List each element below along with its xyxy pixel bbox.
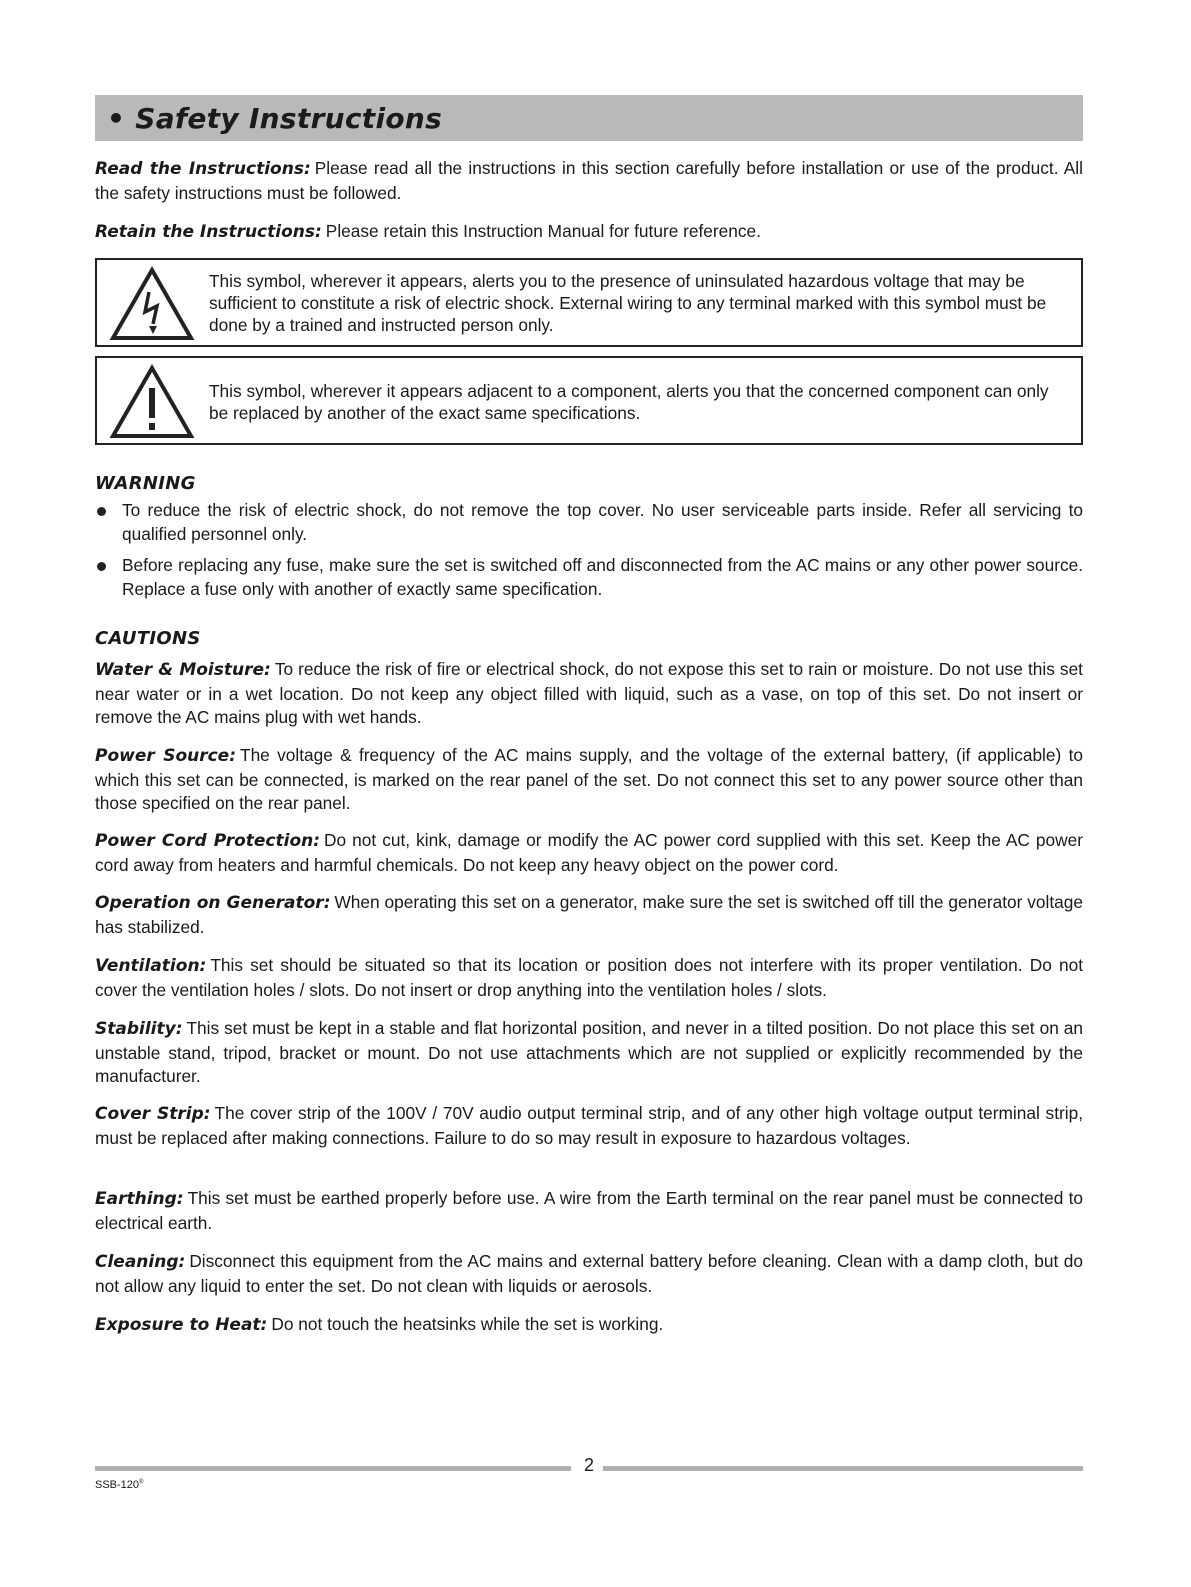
caution-text: This set must be kept in a stable and flat horizontal position, and never in a tilted position. Do not place this set on an unstable stand, tripod, bracket or mount. Do not use attachments which are not supplied or explicitly recommended by the manufacturer. xyxy=(95,1018,1083,1086)
paragraph-lead: Read the Instructions: xyxy=(95,159,311,179)
paragraph-text: Please read all the instructions in this section carefully before installation or use of the product. All the safety instructions must be followed. xyxy=(95,158,1083,203)
caution-lead: Cleaning: xyxy=(95,1252,186,1272)
warning-item-text: To reduce the risk of electric shock, do not remove the top cover. No user serviceable parts inside. Refer all servicing to qualified personnel only. xyxy=(122,500,1083,544)
exclamation-warning-triangle-icon xyxy=(109,364,195,440)
symbol-description: This symbol, wherever it appears, alerts you to the presence of uninsulated hazardous voltage that may be sufficient to constitute a risk of electric shock. External wiring to any terminal marked with this symbol must be done by a trained and instructed person only. xyxy=(209,271,1047,335)
caution-heat xyxy=(95,1313,1083,1338)
symbol-box-component xyxy=(95,356,1083,445)
caution-text: The voltage & frequency of the AC mains supply, and the voltage of the external battery, (if applicable) to which this set can be connected, is marked on the rear panel of the set. Do not connect this set to any power source other than those specified on the rear panel. xyxy=(95,745,1083,813)
lightning-warning-triangle-icon xyxy=(109,266,195,342)
caution-text: When operating this set on a generator, make sure the set is switched off till the generator voltage has stabilized. xyxy=(95,892,1083,937)
caution-text: Disconnect this equipment from the AC mains and external battery before cleaning. Clean with a damp cloth, but do not allow any liquid to enter the set. Do not clean with liquids or aerosols. xyxy=(95,1251,1083,1296)
page-title: • Safety Instructions xyxy=(107,101,443,135)
caution-text: Do not touch the heatsinks while the set is working. xyxy=(271,1314,664,1334)
caution-lead: Power Cord Protection: xyxy=(95,831,321,851)
caution-power-cord xyxy=(95,829,1083,877)
caution-lead: Exposure to Heat: xyxy=(95,1315,268,1335)
bullet-icon xyxy=(97,507,106,516)
caution-cover-strip xyxy=(95,1102,1083,1150)
caution-lead: Power Source: xyxy=(95,746,237,766)
caution-text: This set should be situated so that its location or position does not interfere with its proper ventilation. Do not cover the ventilation holes / slots. Do not insert or drop anything into the ventilation holes / slots. xyxy=(95,955,1083,1000)
caution-lead: Water & Moisture: xyxy=(95,660,271,680)
registered-mark: ® xyxy=(139,1479,144,1486)
caution-lead: Earthing: xyxy=(95,1189,184,1209)
caution-text: To reduce the risk of fire or electrical shock, do not expose this set to rain or moisture. Do not use this set near water or in a wet location. Do not keep any object filled with liquid, such as a vase, on top of this set. Do not insert or remove the AC mains plug with wet hands. xyxy=(95,659,1083,727)
model-name: SSB-120 xyxy=(95,1479,140,1491)
warning-item xyxy=(95,499,1083,546)
read-instructions-paragraph xyxy=(95,157,1083,205)
page-number: 2 xyxy=(583,1455,594,1475)
caution-text: This set must be earthed properly before use. A wire from the Earth terminal on the rear panel must be connected to electrical earth. xyxy=(95,1188,1083,1233)
caution-text: The cover strip of the 100V / 70V audio output terminal strip, and of any other high voltage output terminal strip, must be replaced after making connections. Failure to do so may result in exposure to hazardous voltages. xyxy=(95,1103,1083,1148)
warning-heading: WARNING xyxy=(95,473,196,494)
caution-power-source xyxy=(95,744,1083,816)
paragraph-text: Please retain this Instruction Manual for future reference. xyxy=(325,221,761,241)
warning-item xyxy=(95,554,1083,601)
caution-lead: Operation on Generator: xyxy=(95,893,331,913)
footer-rule-left xyxy=(95,1466,571,1471)
symbol-box-voltage xyxy=(95,258,1083,347)
cautions-heading: CAUTIONS xyxy=(95,628,201,649)
model-number xyxy=(95,1479,143,1491)
caution-text: Do not cut, kink, damage or modify the AC power cord supplied with this set. Keep the AC power cord away from heaters and harmful chemicals. Do not keep any heavy object on the power cord. xyxy=(95,830,1083,875)
caution-lead: Stability: xyxy=(95,1019,183,1039)
section-title-bar xyxy=(95,95,1083,141)
caution-stability xyxy=(95,1017,1083,1089)
caution-generator xyxy=(95,891,1083,939)
caution-earthing xyxy=(95,1187,1083,1235)
caution-cleaning xyxy=(95,1250,1083,1298)
footer-rule-right xyxy=(603,1466,1083,1471)
paragraph-lead: Retain the Instructions: xyxy=(95,222,322,242)
symbol-description: This symbol, wherever it appears adjacent to a component, alerts you that the concerned component can only be replaced by another of the exact same specifications. xyxy=(209,381,1049,423)
caution-lead: Ventilation: xyxy=(95,956,207,976)
retain-instructions-paragraph xyxy=(95,220,1083,245)
bullet-icon xyxy=(97,562,106,571)
caution-ventilation xyxy=(95,954,1083,1002)
caution-lead: Cover Strip: xyxy=(95,1104,211,1124)
caution-water-moisture xyxy=(95,658,1083,730)
warning-item-text: Before replacing any fuse, make sure the set is switched off and disconnected from the AC mains or any other power source. Replace a fuse only with another of exactly same specification. xyxy=(122,555,1083,599)
